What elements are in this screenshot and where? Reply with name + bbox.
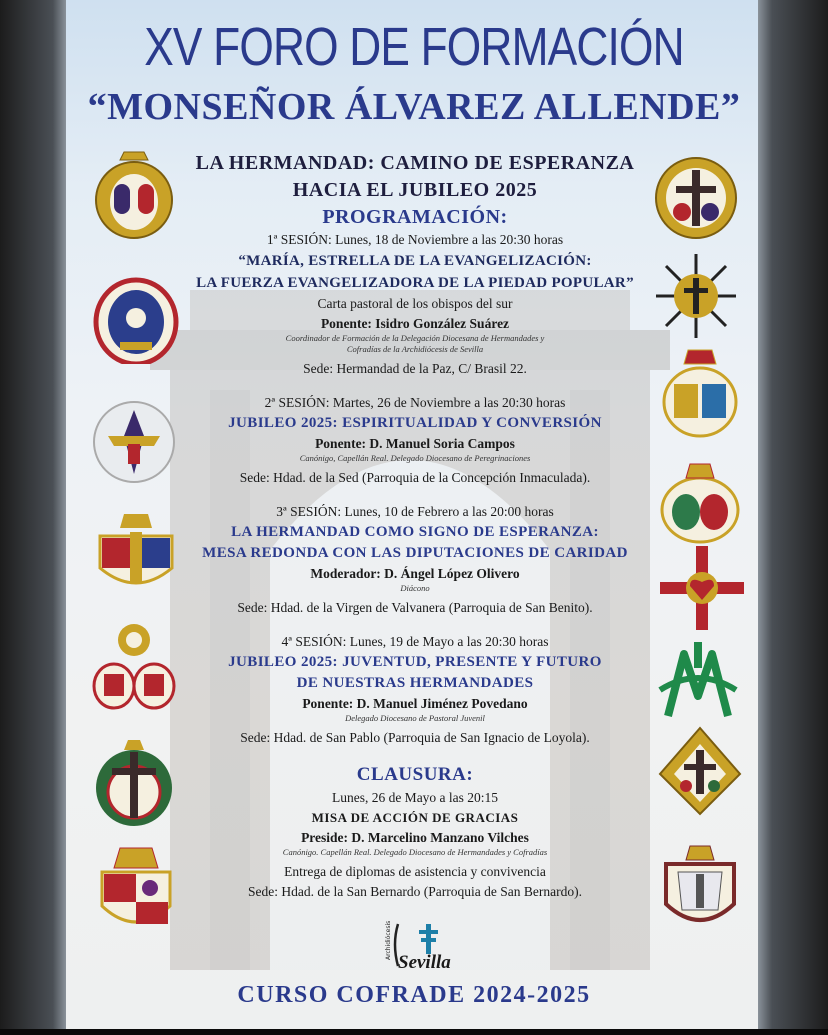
left-dark-band — [0, 0, 66, 1030]
session-3-speaker: Moderador: D. Ángel López Olivero — [310, 566, 520, 581]
theme-line-2: HACIA EL JUBILEO 2025 — [292, 179, 538, 201]
hermandad-shield-icon — [656, 840, 744, 932]
hermandad-shield-icon — [658, 542, 746, 634]
bottom-black-bar — [0, 1029, 828, 1035]
session-1-title-1: “MARÍA, ESTRELLA DE LA EVANGELIZACIÓN: — [238, 253, 592, 269]
session-2-title: JUBILEO 2025: ESPIRITUALIDAD Y CONVERSIÓN — [228, 415, 602, 431]
clausura-presider: Preside: D. Marcelino Manzano Vilches — [301, 830, 529, 845]
clausura-role: Canónigo. Capellán Real. Delegado Diocesano de Hermandades y Cofradías — [282, 847, 548, 857]
session-1-role-2: Cofradías de la Archidiócesis de Sevilla — [346, 344, 484, 354]
course-footer: CURSO COFRADE 2024-2025 — [237, 982, 591, 1008]
clausura-mass: MISA DE ACCIÓN DE GRACIAS — [311, 810, 519, 825]
session-4-title-1: JUBILEO 2025: JUVENTUD, PRESENTE Y FUTURO — [228, 654, 602, 670]
program-content — [170, 150, 660, 902]
session-3-role: Diácono — [400, 583, 430, 593]
programacion-heading: PROGRAMACIÓN: — [322, 206, 508, 228]
hermandad-shield-icon — [654, 636, 742, 728]
hermandad-shield-icon — [90, 396, 178, 488]
session-2-speaker: Ponente: D. Manuel Soria Campos — [315, 436, 515, 451]
session-3-title-2: MESA REDONDA CON LAS DIPUTACIONES DE CARIDAD — [202, 545, 628, 561]
hermandad-shield-icon — [92, 842, 180, 934]
right-dark-band — [758, 0, 828, 1030]
clausura-venue: Sede: Hdad. de la San Bernardo (Parroquia de San Bernardo). — [247, 884, 583, 899]
session-1-title-2: LA FUERZA EVANGELIZADORA DE LA PIEDAD POPULAR” — [196, 275, 634, 291]
session-1-role-1: Coordinador de Formación de la Delegación Diocesana de Hermandades y — [285, 333, 545, 343]
session-1-header: 1ª SESIÓN: Lunes, 18 de Noviembre a las 20:30 horas — [266, 232, 564, 247]
session-3-header: 3ª SESIÓN: Lunes, 10 de Febrero a las 20:00 horas — [276, 504, 554, 519]
hermandad-shield-icon — [656, 346, 744, 438]
theme-line-1: LA HERMANDAD: CAMINO DE ESPERANZA — [195, 152, 635, 174]
session-4-venue: Sede: Hdad. de San Pablo (Parroquia de San Ignacio de Loyola). — [240, 730, 590, 745]
clausura-date: Lunes, 26 de Mayo a las 20:15 — [331, 790, 499, 805]
hermandad-shield-icon — [90, 738, 178, 830]
clausura-heading: CLAUSURA: — [356, 764, 474, 785]
session-2-role: Canónigo, Capellán Real. Delegado Diocesano de Peregrinaciones — [299, 453, 531, 463]
session-2-header: 2ª SESIÓN: Martes, 26 de Noviembre a las 20:30 horas — [264, 395, 566, 410]
session-1-venue: Sede: Hermandad de la Paz, C/ Brasil 22. — [303, 361, 527, 376]
session-2-venue: Sede: Hdad. de la Sed (Parroquia de la Concepción Inmaculada). — [239, 470, 591, 485]
session-1-speaker: Ponente: Isidro González Suárez — [320, 316, 510, 331]
hermandad-shield-icon — [656, 456, 744, 548]
clausura-diplomas: Entrega de diplomas de asistencia y convivencia — [284, 864, 546, 879]
archdiocese-logo-name: Sevilla — [398, 952, 451, 973]
hermandad-shield-icon — [92, 506, 180, 598]
session-1-note: Carta pastoral de los obispos del sur — [317, 296, 513, 311]
svg-text:Archidiócesis: Archidiócesis — [385, 920, 392, 960]
hermandad-shield-icon — [656, 724, 744, 816]
session-4-title-2: DE NUESTRAS HERMANDADES — [296, 675, 534, 691]
session-4-role: Delegado Diocesano de Pastoral Juvenil — [345, 713, 485, 723]
hermandad-shield-icon — [90, 150, 178, 242]
hermandad-shield-icon — [90, 618, 178, 710]
session-4-header: 4ª SESIÓN: Lunes, 19 de Mayo a las 20:30 horas — [281, 634, 549, 649]
hermandad-shield-icon — [652, 152, 740, 244]
session-3-title-1: LA HERMANDAD COMO SIGNO DE ESPERANZA: — [231, 524, 599, 540]
session-4-speaker: Ponente: D. Manuel Jiménez Povedano — [302, 696, 528, 711]
main-subtitle: “MONSEÑOR ÁLVAREZ ALLENDE” — [87, 86, 741, 128]
hermandad-shield-icon — [92, 272, 180, 364]
main-title: XV FORO DE FORMACIÓN — [144, 17, 684, 77]
session-3-venue: Sede: Hdad. de la Virgen de Valvanera (Parroquia de San Benito). — [237, 600, 593, 615]
hermandad-shield-icon — [652, 250, 740, 342]
